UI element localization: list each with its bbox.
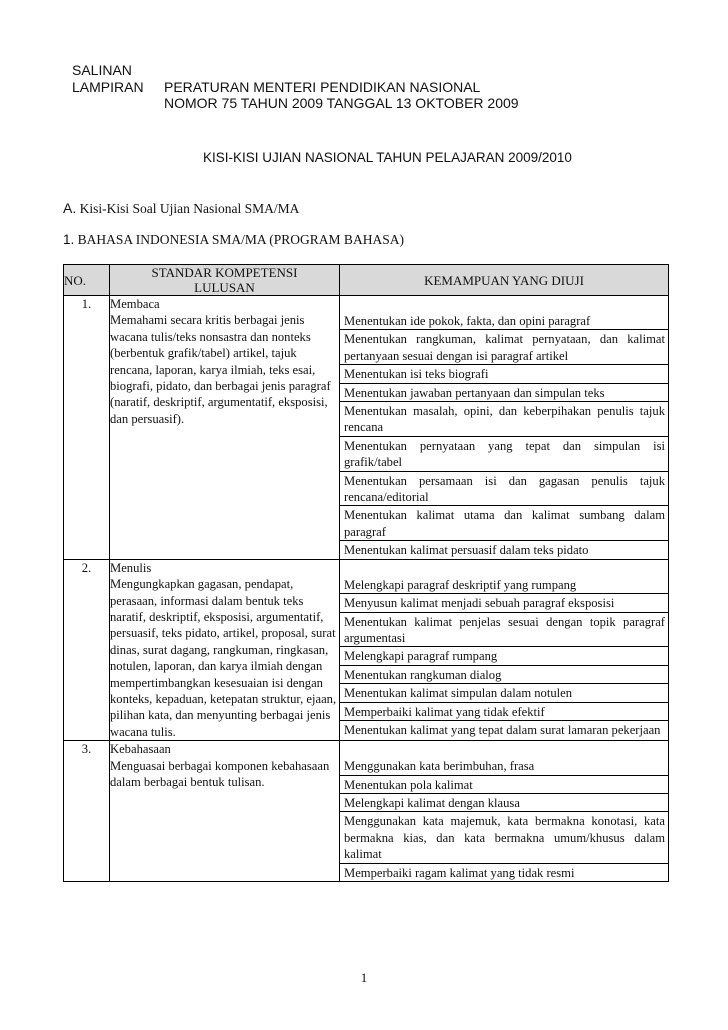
kemampuan-item: Menentukan persamaan isi dan gagasan penulis tajuk rencana/editorial: [340, 472, 668, 507]
competency-title: Kebahasaan: [110, 742, 171, 757]
regulation-number-line: [72, 95, 519, 112]
kemampuan-item: Melengkapi kalimat dengan klausa: [340, 794, 668, 812]
competency-description: Mengungkapkan gagasan, pendapat, perasaan, informasi dalam bentuk teks naratif, deskriptif, eksposisi, argumentatif, persuasif, teks pidato, artikel, proposal, surat dinas, surat dagang, rangkuman, ringkasan, notulen, laporan, dan karya ilmiah dengan mempertimbangkan kesesuaian isi dengan konteks, kepaduan, ketepatan struktur, ejaan, pilihan kata, dan menyunting berbagai jenis wacana tulis.: [110, 577, 337, 739]
kemampuan-item: Menentukan kalimat simpulan dalam notulen: [340, 684, 668, 702]
kemampuan-item: Menentukan pernyataan yang tepat dan simpulan isi grafik/tabel: [340, 437, 668, 472]
kemampuan-item: Menyusun kalimat menjadi sebuah paragraf eksposisi: [340, 594, 668, 612]
kemampuan-item: Menggunakan kata berimbuhan, frasa: [340, 757, 668, 775]
section-1-heading: [63, 232, 404, 248]
regulation-number: NOMOR 75 TAHUN 2009 TANGGAL 13 OKTOBER 2009: [164, 95, 519, 111]
table-row: [64, 559, 669, 740]
competency-title: Menulis: [110, 560, 152, 575]
competency-description: Menguasai berbagai komponen kebahasaan dalam berbagai bentuk tulisan.: [110, 758, 330, 789]
kemampuan-item: Menentukan rangkuman dialog: [340, 666, 668, 684]
section-1-text: BAHASA INDONESIA SMA/MA (PROGRAM BAHASA): [77, 232, 404, 247]
table-row: [64, 741, 669, 882]
standar-kompetensi-cell: [110, 296, 340, 560]
document-subtitle: KISI-KISI UJIAN NASIONAL TAHUN PELAJARAN 2009/2010: [203, 150, 572, 165]
kemampuan-cell: [340, 559, 669, 740]
kemampuan-item: Melengkapi paragraf deskriptif yang rumpang: [340, 576, 668, 594]
kemampuan-item: Memperbaiki ragam kalimat yang tidak resmi: [344, 865, 575, 880]
row-number: 2.: [64, 559, 110, 740]
section-1-number: 1.: [63, 232, 75, 247]
row-number: 3.: [64, 741, 110, 882]
header-no: NO.: [64, 265, 110, 296]
section-a-text: Kisi-Kisi Soal Ujian Nasional SMA/MA: [79, 201, 300, 216]
kemampuan-item: Memperbaiki kalimat yang tidak efektif: [340, 703, 668, 721]
standar-kompetensi-cell: [110, 741, 340, 882]
lampiran-line: [72, 79, 519, 96]
section-a-letter: A.: [63, 200, 77, 216]
table-row: [64, 296, 669, 560]
kemampuan-cell: [340, 741, 669, 882]
kemampuan-item: Menentukan rangkuman, kalimat pernyataan, dan kalimat pertanyaan sesuai dengan isi paragraf artikel: [340, 330, 668, 365]
competency-title: Membaca: [110, 297, 160, 311]
kemampuan-item: Melengkapi paragraf rumpang: [340, 647, 668, 665]
kisi-kisi-table: [63, 264, 669, 882]
header-standar-line2: LULUSAN: [194, 280, 255, 295]
table-header-row: [64, 265, 669, 296]
kemampuan-item: Menentukan isi teks biografi: [340, 365, 668, 383]
salinan-label: SALINAN: [72, 62, 132, 78]
section-a-heading: [63, 200, 299, 217]
kemampuan-item: Menentukan kalimat persuasif dalam teks pidato: [344, 543, 589, 558]
header-standar-line1: STANDAR KOMPETENSI: [151, 265, 298, 280]
document-header: [72, 62, 519, 112]
competency-description: Memahami secara kritis berbagai jenis wacana tulis/teks nonsastra dan nonteks (berbentuk grafik/tabel) artikel, tajuk rencana, laporan, karya ilmiah, teks esai, biografi, pidato, dan berbagai jenis paragraf (naratif, deskriptif, argumentatif, eksposisi, dan persuasif).: [110, 313, 331, 426]
kemampuan-item: Menentukan masalah, opini, dan keberpihakan penulis tajuk rencana: [340, 402, 668, 437]
kemampuan-cell: [340, 296, 669, 560]
kemampuan-item: Menentukan kalimat utama dan kalimat sumbang dalam paragraf: [340, 506, 668, 541]
row-number: 1.: [64, 296, 110, 560]
kemampuan-item: Menentukan kalimat yang tepat dalam surat lamaran pekerjaan: [344, 722, 661, 737]
lampiran-label: LAMPIRAN: [72, 78, 144, 95]
kemampuan-item: Menentukan jawaban pertanyaan dan simpulan teks: [340, 384, 668, 402]
page-number: 1: [360, 970, 368, 985]
kemampuan-item: Menentukan ide pokok, fakta, dan opini paragraf: [340, 312, 668, 330]
header-kemampuan: KEMAMPUAN YANG DIUJI: [340, 265, 669, 296]
header-standar-kompetensi: [110, 265, 340, 296]
kemampuan-item: Menentukan kalimat penjelas sesuai dengan topik paragraf argumentasi: [340, 613, 668, 648]
kemampuan-item: Menentukan pola kalimat: [340, 776, 668, 794]
standar-kompetensi-cell: [110, 559, 340, 740]
kemampuan-item: Menggunakan kata majemuk, kata bermakna konotasi, kata bermakna kias, dan kata bermakna umum/khusus dalam kalimat: [340, 812, 668, 863]
regulation-title: PERATURAN MENTERI PENDIDIKAN NASIONAL: [164, 78, 481, 95]
